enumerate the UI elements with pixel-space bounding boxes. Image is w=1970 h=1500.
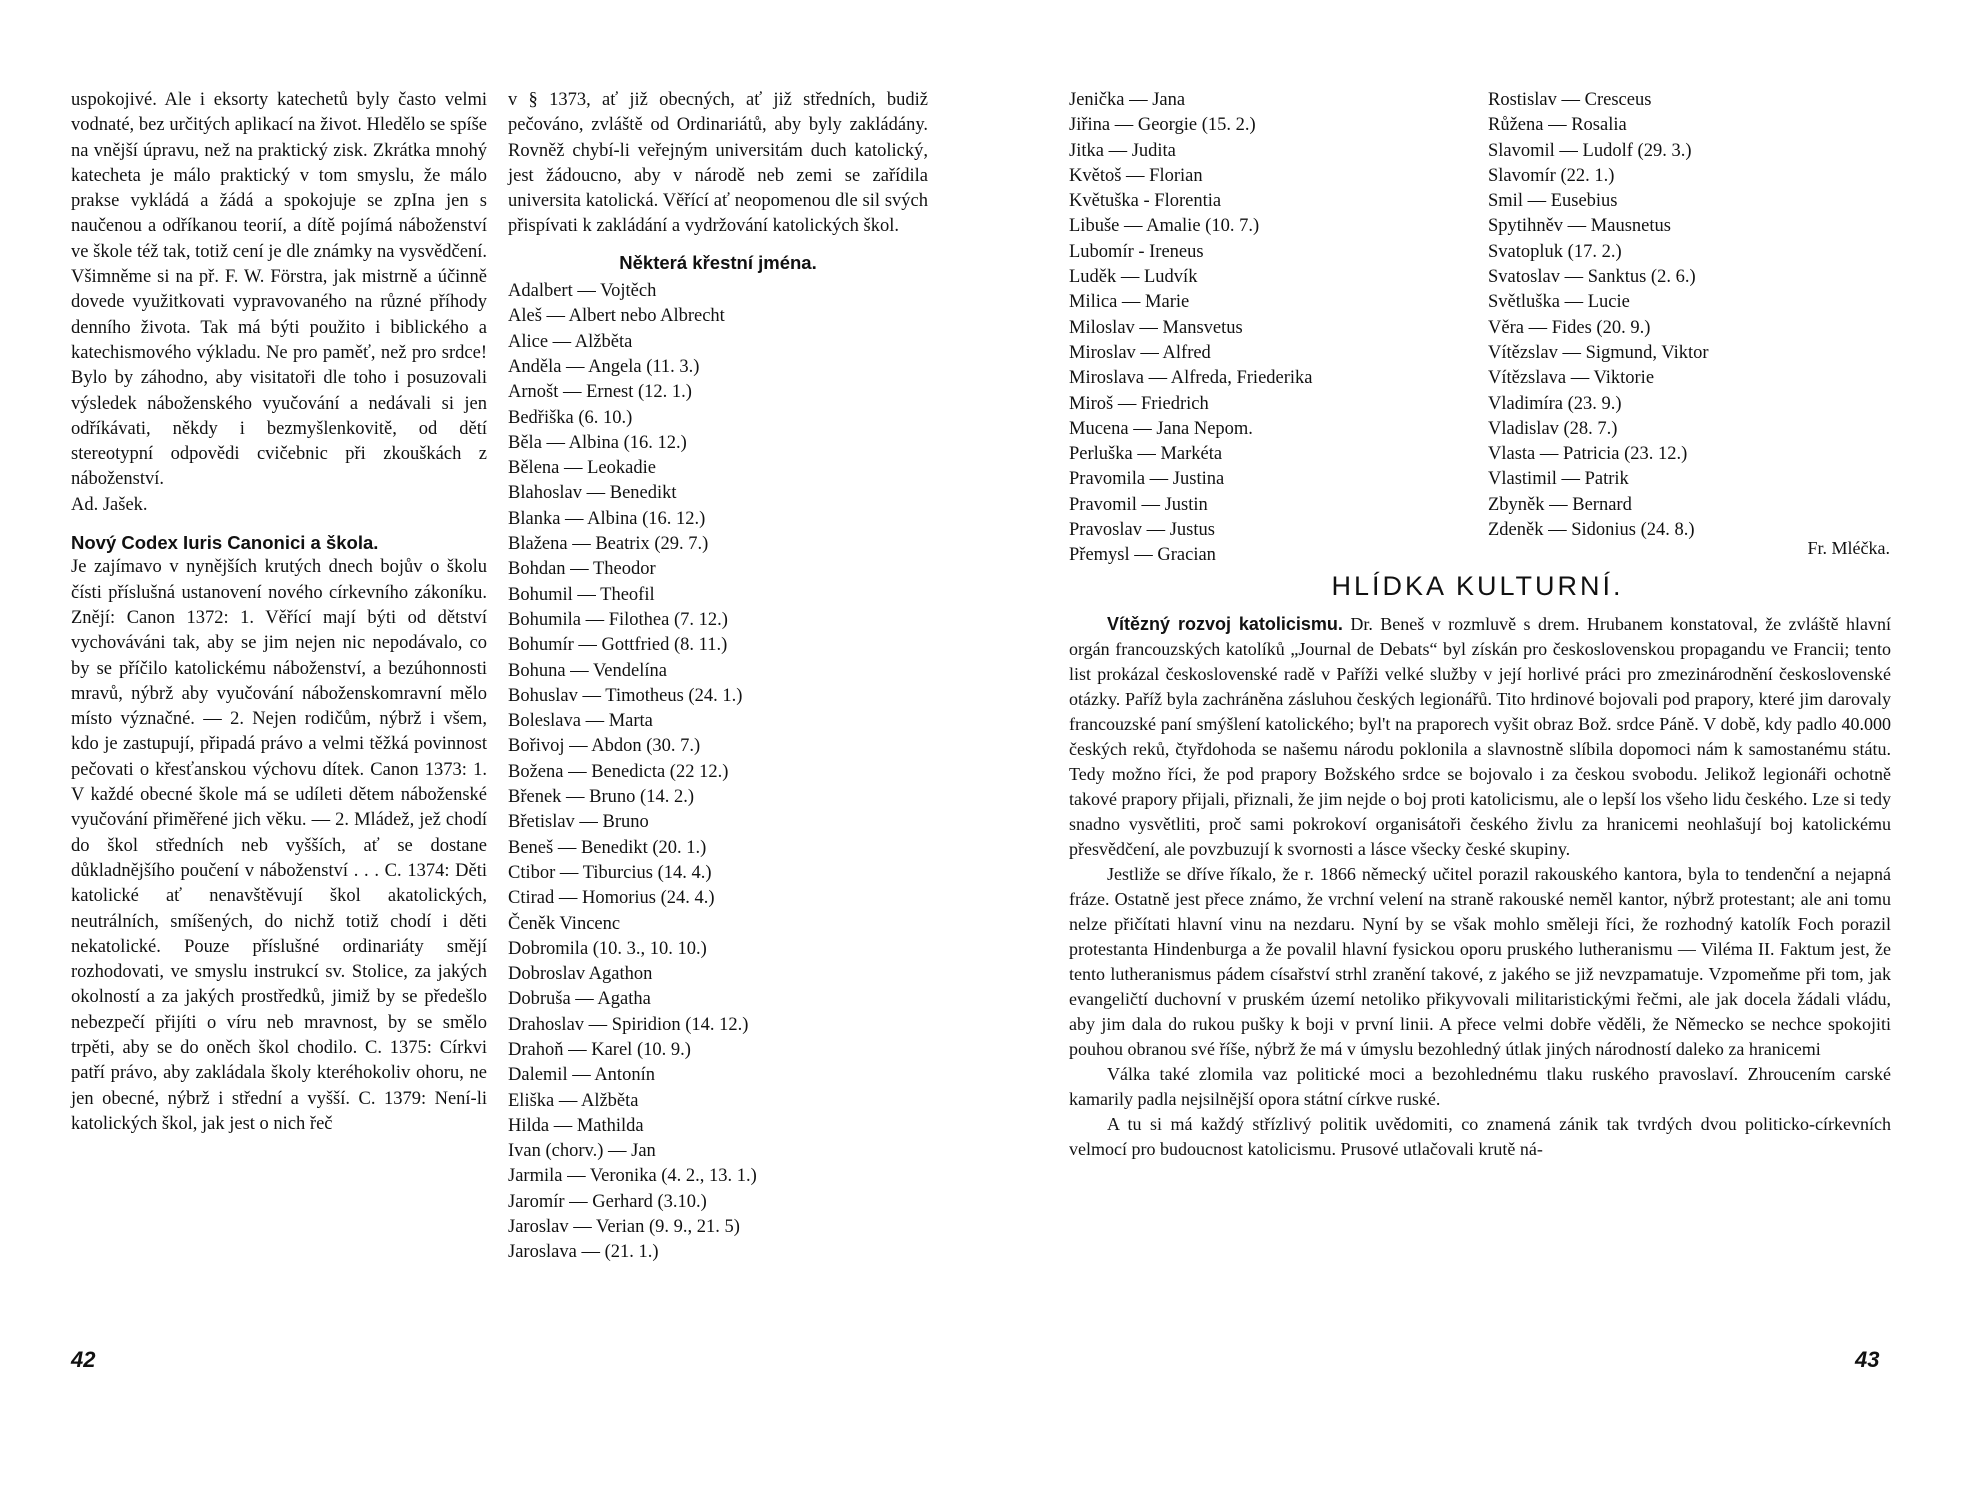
name-entry: Svatopluk (17. 2.) [1488, 241, 1622, 262]
name-entry: Dalemil — Antonín [508, 1065, 655, 1086]
name-entry: Slavomil — Ludolf (29. 3.) [1488, 140, 1692, 161]
names-signature: Fr. Mléčka. [1807, 538, 1890, 558]
name-entry: Rostislav — Cresceus [1488, 90, 1652, 110]
name-entry: Pravomil — Justin [1069, 494, 1208, 515]
name-entry: Miroslava — Alfreda, Friederika [1069, 368, 1313, 389]
name-entry: Čeněk Vincenc [508, 913, 621, 934]
name-entry: Dobroslav Agathon [508, 964, 653, 985]
name-entry: Jaroslav — Verian (9. 9., 21. 5) [508, 1217, 740, 1238]
name-entry: Bedřiška (6. 10.) [508, 407, 633, 428]
right-page [985, 0, 1970, 1500]
name-entry: Vlastimil — Patrik [1488, 469, 1629, 490]
name-entry: Bohuslav — Timotheus (24. 1.) [508, 685, 743, 706]
name-entry: Libuše — Amalie (10. 7.) [1069, 216, 1260, 237]
paragraph: Válka také zlomila vaz politické moci a bezohlednému tlaku ruského pravoslaví. Zhroucením carské kamarily padla nejsilnější opora státní církve ruské. [1069, 1064, 1891, 1109]
name-entry: Drahoslav — Spiridion (14. 12.) [508, 1014, 749, 1035]
name-entry: Lubomír - Ireneus [1069, 241, 1204, 262]
name-entry: Dobromila (10. 3., 10. 10.) [508, 938, 707, 959]
name-entry: Břetislav — Bruno [508, 812, 649, 833]
name-entry: Bohumír — Gottfried (8. 11.) [508, 635, 728, 656]
name-entry: Drahoň — Karel (10. 9.) [508, 1039, 691, 1060]
name-entry: Dobruša — Agatha [508, 989, 651, 1010]
name-entry: Přemysl — Gracian [1069, 545, 1216, 566]
name-entry: Bohdan — Theodor [508, 559, 656, 580]
name-entry: Vítězslava — Viktorie [1488, 368, 1655, 389]
name-entry: Beneš — Benedikt (20. 1.) [508, 837, 707, 858]
name-entry: Běla — Albina (16. 12.) [508, 432, 687, 453]
page-number: 42 [71, 1347, 96, 1372]
name-entry: Blahoslav — Benedikt [508, 483, 677, 504]
name-entry: Svatoslav — Sanktus (2. 6.) [1488, 267, 1696, 288]
names-list-title: Některá křestní jména. [619, 251, 817, 273]
name-entry: Jiřina — Georgie (15. 2.) [1069, 115, 1256, 136]
name-entry: Břenek — Bruno (14. 2.) [508, 787, 694, 808]
name-entry: Miroš — Friedrich [1069, 393, 1209, 414]
article-lead: Vítězný rozvoj katolicismu. [1107, 614, 1343, 634]
name-entry: Bořivoj — Abdon (30. 7.) [508, 736, 701, 757]
name-entry: Vítězslav — Sigmund, Viktor [1488, 342, 1709, 363]
name-entry: Jenička — Jana [1069, 90, 1186, 110]
name-entry: Růžena — Rosalia [1488, 115, 1627, 136]
name-entry: Ctirad — Homorius (24. 4.) [508, 888, 715, 909]
name-entry: Jaroslava — (21. 1.) [508, 1242, 659, 1263]
paragraph: A tu si má každý střízlivý politik uvědomiti, co znamená zánik tak tvrdých dvou politicko-církevních velmocí pro budoucnost katolicismu. Prusové utlačovali krutě ná- [1069, 1114, 1891, 1159]
name-entry: Božena — Benedicta (22 12.) [508, 761, 729, 782]
left-page-column-2 [508, 88, 928, 1266]
author-signature: Ad. Jašek. [71, 494, 148, 515]
names-column-1 [1069, 88, 1399, 569]
name-entry: Věra — Fides (20. 9.) [1488, 317, 1651, 338]
name-entry: Pravoslav — Justus [1069, 520, 1215, 541]
article-text: Dr. Beneš v rozmluvě s drem. Hrubanem konstatoval, že zvláště hlavní orgán francouzských katolíků „Journal de Debats“ byl získán pro československou propagandu ve Francii; tento list prokázal československé radě v Paříži velké služby v její horlivé práci pro zmezinárodnění československé otázky. Paříž byla zachráněna zásluhou českých legionářů. Tito hrdinové bojovali pod prapory, které jim darovaly francouzské paní smýšlení katolického; byl't na praporech vyšit obraz Bož. srdce Páně. V době, kdy padlo 40.000 českých reků, čtyřdohoda se našemu národu poklonila a slavnostně slíbila dopomoci nám k samostanému státu. Tedy možno říci, že pod prapory Božského srdce se bojovalo i za českou svobodu. Jelikož legionáři ochotně takové prapory přijali, přiznali, že jim nejde o boj proti katolicismu, ale o lepší los všeho lidu českého. Lze si tedy snadno vysvětliti, proč sami pokrokoví organisátoři českého živlu za hranicemi neohlašují boj katolickému přesvědčení, ale povzbuzují k svornosti a lásce všecky české skupiny. [1069, 614, 1891, 859]
name-entry: Jitka — Judita [1069, 140, 1176, 161]
names-list [508, 279, 928, 1266]
name-entry: Eliška — Alžběta [508, 1090, 639, 1111]
name-entry: Bělena — Leokadie [508, 458, 656, 479]
name-entry: Květoš — Florian [1069, 165, 1203, 186]
paragraph [1069, 612, 1891, 862]
name-entry: Aleš — Albert nebo Albrecht [508, 306, 725, 327]
paragraph: v § 1373, ať již obecných, ať již středních, budiž pečováno, zvláště od Ordinariátů, aby byly zakládány. Rovněž chybí-li veřejným universitám duch katolický, jest žádoucno, aby v národě neb zemi se zařídila universita katolická. Věřící ať neopomenou dle sil svých přispívati k zakládání a vydržování katolických škol. [508, 90, 928, 237]
name-entry: Bohumila — Filothea (7. 12.) [508, 609, 728, 630]
name-entry: Světluška — Lucie [1488, 292, 1630, 313]
left-page-column-1 [71, 88, 487, 1137]
paragraph: uspokojivé. Ale i eksorty katechetů byly často velmi vodnaté, bez určitých aplikací na život. Hledělo se spíše na vnější úpravu, než na praktický zisk. Zkrátka mnohý katecheta je málo praktický v tom smyslu, že málo prakse vykládá a žádá a spokojuje se zpIna jen s naučenou a odříkanou teorií, a dítě pojímá náboženství ve škole též tak, totiž cení je dle známky na vysvědčení. Všimněme si na př. F. W. Förstra, jak mistrně a účinně dovede využitkovati vypravovaného na různé příhody denního života. Tak má býti použito i biblického a katechismového výkladu. Ne pro paměť, než pro srdce! Bylo by záhodno, aby visitatoři dle toho i posuzovali výsledek náboženského vyučování a nedávali si jen odříkávati, někdy i bezmyšlenkovitě, od dětí stereotypní odpovědi cvičebnic při zkouškách z náboženství. [71, 90, 487, 490]
name-entry: Mucena — Jana Nepom. [1069, 418, 1253, 439]
name-entry: Vladimíra (23. 9.) [1488, 393, 1622, 414]
name-entry: Milica — Marie [1069, 292, 1190, 313]
name-entry: Ivan (chorv.) — Jan [508, 1141, 656, 1162]
page-number: 43 [1855, 1347, 1880, 1372]
name-entry: Bohumil — Theofil [508, 584, 655, 605]
name-entry: Ctibor — Tiburcius (14. 4.) [508, 862, 712, 883]
name-entry: Zbyněk — Bernard [1488, 494, 1632, 515]
name-entry: Jaromír — Gerhard (3.10.) [508, 1191, 707, 1212]
name-entry: Slavomír (22. 1.) [1488, 165, 1615, 186]
name-entry: Bohuna — Vendelína [508, 660, 667, 681]
name-entry: Anděla — Angela (11. 3.) [508, 356, 700, 377]
names-list [1488, 88, 1818, 543]
name-entry: Smil — Eusebius [1488, 191, 1618, 212]
section-title: HLÍDKA KULTURNÍ. [1331, 571, 1624, 601]
name-entry: Boleslava — Marta [508, 711, 653, 732]
name-entry: Luděk — Ludvík [1069, 267, 1198, 288]
name-entry: Perluška — Markéta [1069, 444, 1223, 465]
name-entry: Jarmila — Veronika (4. 2., 13. 1.) [508, 1166, 757, 1187]
name-entry: Adalbert — Vojtěch [508, 281, 657, 302]
name-entry: Květuška - Florentia [1069, 191, 1222, 212]
paragraph: Jestliže se dříve říkalo, že r. 1866 německý učitel porazil rakouského kantora, byla to tendenční a nejapná fráze. Ostatně jest přece známo, že vrchní velení na straně rakouské neměl kantor, nýbrž protestant; ale ani tomu nelze přičítati hlavní vinu na nezdaru. Nyní by se však mohlo směleji říci, že rozhodný katolík Foch porazil protestanta Hindenburga a že povalil hlavní fysickou oporu pruského lutheranismu — Viléma II. Faktum jest, že tento lutheranismus pádem císařství strhl zranění takové, z jakého se již nevzpamatuje. Vzpomeňme při tom, jak evangeličtí duchovní v pruském území netoliko přikyvovali militaristickými řečmi, ale jak docela žádali vládu, aby jim dala do rukou pušky k boji v první linii. A přece velmi dobře věděli, že Německo se nechce spokojiti pouhou obranou své říše, nýbrž že má v úmyslu bezohledný útlak jiných národností daleko za hranicemi [1069, 864, 1891, 1059]
name-entry: Spytihněv — Mausnetus [1488, 216, 1671, 237]
article-heading: Nový Codex Iuris Canonici a škola. [71, 532, 379, 554]
name-entry: Zdeněk — Sidonius (24. 8.) [1488, 520, 1695, 541]
name-entry: Alice — Alžběta [508, 331, 633, 352]
names-column-2 [1488, 88, 1818, 543]
article [1069, 612, 1891, 1162]
name-entry: Blažena — Beatrix (29. 7.) [508, 534, 709, 555]
name-entry: Arnošt — Ernest (12. 1.) [508, 382, 692, 403]
name-entry: Miloslav — Mansvetus [1069, 317, 1243, 338]
name-entry: Blanka — Albina (16. 12.) [508, 508, 706, 529]
name-entry: Vlasta — Patricia (23. 12.) [1488, 444, 1688, 465]
name-entry: Miroslav — Alfred [1069, 342, 1211, 363]
name-entry: Hilda — Mathilda [508, 1115, 644, 1136]
name-entry: Vladislav (28. 7.) [1488, 418, 1618, 439]
paragraph: Je zajímavo v nynějších krutých dnech bojův o školu čísti příslušná ustanovení nového církevního zákoníku. Znějí: Canon 1372: 1. Věřící mají býti od dětství vychováváni tak, aby se jim nejen nic nepodávalo, co by se příčilo katolickému náboženství, a bezúhonnosti mravů, nýbrž aby vyučování náboženskomravní mělo místo význačné. — 2. Nejen rodičům, nýbrž i všem, kdo je zastupují, připadá právo a velmi těžká povinnost pečovati o křesťanskou výchovu dítek. Canon 1373: 1. V každé obecné škole má se udíleti dětem náboženské vyučování přiměřené jich věku. — 2. Mládež, jež chodí do škol středních neb vyšších, ať se dostane důkladnějšího poučení v náboženství . . . C. 1374: Děti katolické ať nenavštěvují škol akatolických, neutrálních, smíšených, do nichž totiž chodí i děti nekatolické. Pouze příslušné ordinariáty smějí rozhodovati, ve smyslu instrukcí sv. Stolice, za jakých okolností a za jakých prostředků, jimiž by se předešlo nebezpečí přijíti o víru neb mravnost, by se smělo trpěti, aby se do oněch škol chodilo. C. 1375: Církvi patří právo, aby zakládala školy kteréhokoliv ohoru, ne jen obecné, nýbrž i střední a vyšší. C. 1379: Není-li katolických škol, jak jest o nich řeč [71, 557, 487, 1134]
names-list [1069, 88, 1399, 569]
name-entry: Pravomila — Justina [1069, 469, 1225, 490]
